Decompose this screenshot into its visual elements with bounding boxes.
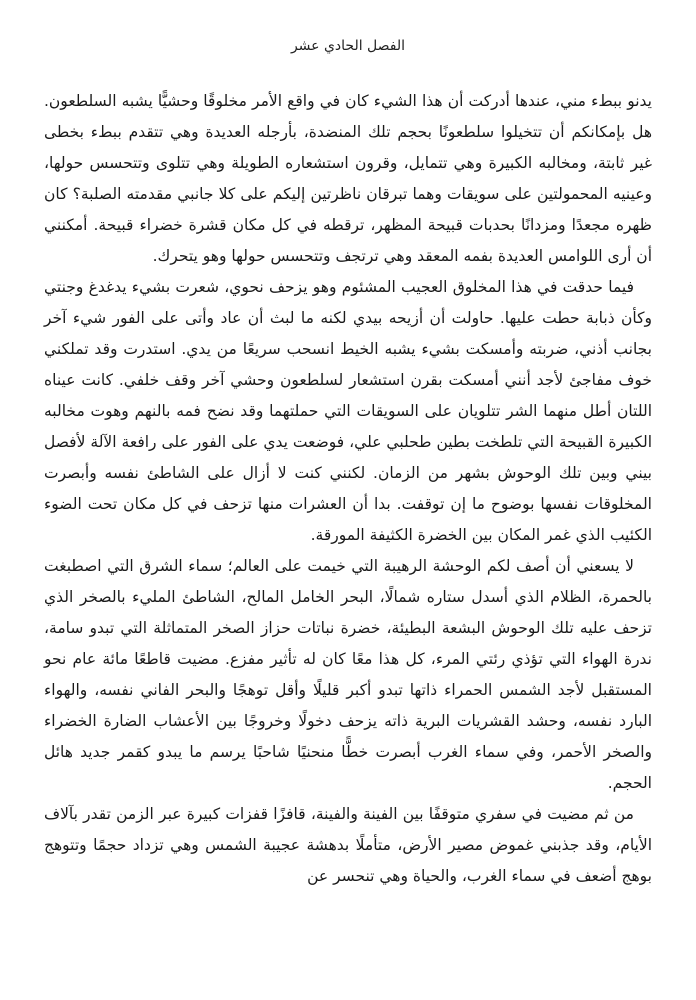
paragraph-4: من ثم مضيت في سفري متوقفًا بين الفينة والفينة، قافزًا قفزات كبيرة عبر الزمن تقدر بآلاف الأيام، وقد جذبني غموض مصير الأرض، متأملًا بدهشة عجيبة الشمس وهي تزداد حجمًا وتتوهج بوهج أضعف في سماء الغرب، والحياة وهي تنحسر عن	[44, 805, 652, 885]
paragraph-3: لا يسعني أن أصف لكم الوحشة الرهيبة التي خيمت على العالم؛ سماء الشرق التي اصطبغت بالحمرة، الظلام الذي أسدل ستاره شمالًا، البحر الخامل المالح، الشاطئ المليء بالصخر الذي تزحف عليه تلك الوحوش البشعة البطيئة، خضرة نباتات حزاز الصخر المتماثلة التي تبدو سامة، ندرة الهواء التي تؤذي رئتي المرء، كل هذا معًا كان له تأثير مفزع. مضيت قاطعًا مائة عام نحو المستقبل لأجد الشمس الحمراء ذاتها تبدو أكبر قليلًا وأقل توهجًا والبحر الفاني نفسه، والهواء البارد نفسه، وحشد القشريات البرية ذاته يزحف دخولًا وخروجًا بين الأعشاب الضارة الخضراء والصخر الأحمر، وفي سماء الغرب أبصرت خطًّا منحنيًا شاحبًا يرسم ما يبدو كقمر جديد هائل الحجم.	[44, 557, 652, 792]
paragraph-2: فيما حدقت في هذا المخلوق العجيب المشئوم وهو يزحف نحوي، شعرت بشيء يدغدغ وجنتي وكأن ذبابة حطت عليها. حاولت أن أزيحه بيدي لكنه ما لبث أن عاد وأتى على الفور شيء آخر بجانب أذني، ضربته وأمسكت بشيء يشبه الخيط انسحب سريعًا من يدي. استدرت وقد تملكني خوف مفاجئ لأجد أنني أمسكت بقرن استشعار لسلطعون وحشي آخر وقف خلفي. كانت عيناه اللتان أطل منهما الشر تتلويان على السويقات التي حملتهما وقد نضح فمه بالنهم وهوت مخالبه الكبيرة القبيحة التي تلطخت بطين طحلبي علي، فوضعت يدي على الفور على رافعة الآلة لأفصل بيني وبين تلك الوحوش بشهر من الزمان. لكنني كنت لا أزال على الشاطئ نفسه وأبصرت المخلوقات نفسها بوضوح ما إن توقفت. بدا أن العشرات منها تزحف في كل مكان تحت الضوء الكئيب الذي غمر المكان بين الخضرة الكثيفة المورقة.	[44, 278, 652, 544]
running-head: الفصل الحادي عشر	[290, 38, 406, 54]
body-text	[44, 86, 652, 892]
paragraph-1: يدنو ببطء مني، عندها أدركت أن هذا الشيء كان في واقع الأمر مخلوقًا وحشيًّا يشبه السلطعون. هل بإمكانكم أن تتخيلوا سلطعونًا بحجم تلك المنضدة، بأرجله العديدة وهي تتقدم ببطء بخطى غير ثابتة، ومخالبه الكبيرة وهي تتمايل، وقرون استشعاره الطويلة وهي تتلوى وتتحسس حولها، وعينيه المحمولتين على سويقات وهما تبرقان ناظرتين إليكم على كلا جانبي مقدمته الصلبة؟ كان ظهره مجعدًا ومزدانًا بحدبات قبيحة المظهر، ترقطه في كل مكان قشرة خضراء قبيحة. أمكنني أن أرى اللوامس العديدة بفمه المعقد وهي ترتجف وتتحسس حولها وهو يتحرك.	[44, 92, 652, 265]
